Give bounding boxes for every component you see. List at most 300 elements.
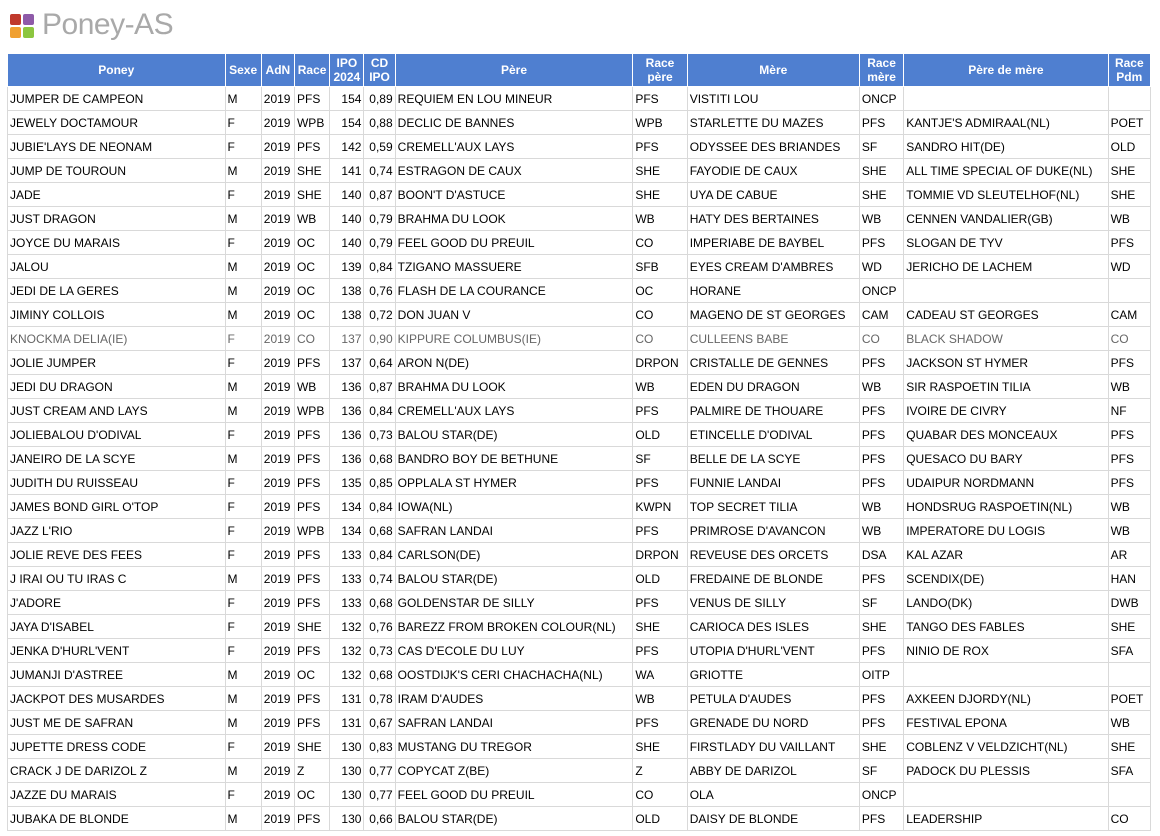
cell-race-pere: PFS [633, 711, 687, 735]
cell-race: SHE [294, 159, 329, 183]
results-table [7, 53, 1151, 831]
cell-sexe: F [225, 495, 261, 519]
cell-race-pere: SHE [633, 159, 687, 183]
cell-pere-de-mere: NINIO DE ROX [904, 639, 1108, 663]
cell-race-pdm: WD [1108, 255, 1150, 279]
cell-pere-de-mere: CENNEN VANDALIER(GB) [904, 207, 1108, 231]
cell-sexe: F [225, 471, 261, 495]
cell-race: SHE [294, 183, 329, 207]
cell-pere-de-mere: IVOIRE DE CIVRY [904, 399, 1108, 423]
cell-pere: BAREZZ FROM BROKEN COLOUR(NL) [395, 615, 633, 639]
cell-ipo-2024: 136 [330, 423, 364, 447]
cell-race-pdm: AR [1108, 543, 1150, 567]
cell-sexe: F [225, 783, 261, 807]
cell-ipo-2024: 130 [330, 735, 364, 759]
table-row[interactable] [8, 375, 1151, 399]
cell-pere: DECLIC DE BANNES [395, 111, 633, 135]
cell-cd-ipo: 0,78 [364, 687, 395, 711]
cell-race-mere: PFS [859, 423, 903, 447]
cell-sexe: M [225, 399, 261, 423]
cell-adn: 2019 [261, 687, 294, 711]
cell-race: PFS [294, 639, 329, 663]
cell-pere-de-mere: TANGO DES FABLES [904, 615, 1108, 639]
cell-sexe: F [225, 231, 261, 255]
cell-cd-ipo: 0,88 [364, 111, 395, 135]
table-row[interactable] [8, 447, 1151, 471]
cell-sexe: F [225, 183, 261, 207]
cell-cd-ipo: 0,89 [364, 87, 395, 111]
cell-cd-ipo: 0,68 [364, 519, 395, 543]
cell-poney[interactable]: JEDI DU DRAGON [8, 375, 226, 399]
table-row[interactable] [8, 231, 1151, 255]
cell-mere: FAYODIE DE CAUX [687, 159, 859, 183]
cell-poney[interactable]: JUMANJI D'ASTREE [8, 663, 226, 687]
cell-poney[interactable]: JANEIRO DE LA SCYE [8, 447, 226, 471]
cell-race: PFS [294, 135, 329, 159]
cell-ipo-2024: 136 [330, 399, 364, 423]
cell-race: SHE [294, 615, 329, 639]
col-header-ipo-2024[interactable]: IPO 2024 [330, 54, 364, 87]
cell-mere: FREDAINE DE BLONDE [687, 567, 859, 591]
table-header-row [8, 54, 1151, 87]
table-row[interactable] [8, 519, 1151, 543]
cell-sexe: F [225, 543, 261, 567]
cell-sexe: F [225, 351, 261, 375]
cell-poney[interactable]: JALOU [8, 255, 226, 279]
table-row[interactable] [8, 495, 1151, 519]
cell-race-pdm: DWB [1108, 591, 1150, 615]
cell-race: PFS [294, 471, 329, 495]
cell-race-pere: DRPON [633, 543, 687, 567]
cell-race-pere: DRPON [633, 351, 687, 375]
col-header-race-pere[interactable]: Race père [633, 54, 687, 87]
cell-pere-de-mere [904, 87, 1108, 111]
cell-race: WB [294, 375, 329, 399]
cell-race: PFS [294, 87, 329, 111]
cell-poney[interactable]: JAMES BOND GIRL O'TOP [8, 495, 226, 519]
cell-ipo-2024: 137 [330, 327, 364, 351]
cell-pere-de-mere: LEADERSHIP [904, 807, 1108, 831]
cell-poney[interactable]: JOLIEBALOU D'ODIVAL [8, 423, 226, 447]
cell-pere-de-mere: FESTIVAL EPONA [904, 711, 1108, 735]
cell-race-pere: SHE [633, 615, 687, 639]
table-row[interactable] [8, 207, 1151, 231]
cell-cd-ipo: 0,68 [364, 591, 395, 615]
col-header-poney[interactable]: Poney [8, 54, 226, 87]
cell-pere: SAFRAN LANDAI [395, 519, 633, 543]
cell-adn: 2019 [261, 135, 294, 159]
cell-cd-ipo: 0,84 [364, 495, 395, 519]
table-row[interactable] [8, 87, 1151, 111]
cell-cd-ipo: 0,77 [364, 759, 395, 783]
cell-ipo-2024: 133 [330, 543, 364, 567]
table-row[interactable] [8, 471, 1151, 495]
cell-poney[interactable]: JIMINY COLLOIS [8, 303, 226, 327]
cell-mere: FUNNIE LANDAI [687, 471, 859, 495]
cell-pere: TZIGANO MASSUERE [395, 255, 633, 279]
cell-race-pdm: PFS [1108, 351, 1150, 375]
cell-cd-ipo: 0,79 [364, 231, 395, 255]
cell-sexe: M [225, 87, 261, 111]
cell-ipo-2024: 132 [330, 639, 364, 663]
cell-ipo-2024: 130 [330, 783, 364, 807]
cell-race: PFS [294, 567, 329, 591]
cell-adn: 2019 [261, 783, 294, 807]
cell-ipo-2024: 132 [330, 663, 364, 687]
cell-race: WPB [294, 519, 329, 543]
cell-pere-de-mere [904, 783, 1108, 807]
cell-poney[interactable]: JUDITH DU RUISSEAU [8, 471, 226, 495]
cell-adn: 2019 [261, 447, 294, 471]
cell-race-pdm [1108, 783, 1150, 807]
table-row[interactable] [8, 615, 1151, 639]
cell-race-pere: WB [633, 375, 687, 399]
cell-poney[interactable]: JAZZE DU MARAIS [8, 783, 226, 807]
cell-race: OC [294, 231, 329, 255]
cell-poney[interactable]: JAYA D'ISABEL [8, 615, 226, 639]
cell-sexe: M [225, 567, 261, 591]
cell-adn: 2019 [261, 183, 294, 207]
table-row[interactable] [8, 807, 1151, 831]
table-body [8, 87, 1151, 831]
cell-poney[interactable]: JACKPOT DES MUSARDES [8, 687, 226, 711]
cell-race: PFS [294, 351, 329, 375]
cell-ipo-2024: 134 [330, 519, 364, 543]
cell-ipo-2024: 141 [330, 159, 364, 183]
col-header-pere[interactable]: Père [395, 54, 633, 87]
cell-race-pdm: CO [1108, 807, 1150, 831]
cell-adn: 2019 [261, 351, 294, 375]
cell-cd-ipo: 0,83 [364, 735, 395, 759]
col-header-race-pdm[interactable]: Race Pdm [1108, 54, 1150, 87]
cell-race-pere: WB [633, 687, 687, 711]
cell-race: OC [294, 255, 329, 279]
cell-race-mere: WB [859, 207, 903, 231]
brand-logo: Poney-AS [42, 8, 174, 41]
cell-sexe: F [225, 615, 261, 639]
cell-poney[interactable]: JUPETTE DRESS CODE [8, 735, 226, 759]
cell-sexe: M [225, 159, 261, 183]
cell-race-mere: SHE [859, 183, 903, 207]
cell-pere-de-mere [904, 663, 1108, 687]
cell-pere-de-mere: AXKEEN DJORDY(NL) [904, 687, 1108, 711]
table-row[interactable] [8, 687, 1151, 711]
cell-mere: CARIOCA DES ISLES [687, 615, 859, 639]
cell-pere: FEEL GOOD DU PREUIL [395, 231, 633, 255]
cell-pere: CAS D'ECOLE DU LUY [395, 639, 633, 663]
cell-mere: EYES CREAM D'AMBRES [687, 255, 859, 279]
col-header-sexe[interactable]: Sexe [225, 54, 261, 87]
cell-pere: COPYCAT Z(BE) [395, 759, 633, 783]
cell-ipo-2024: 138 [330, 279, 364, 303]
col-header-pere-de-mere[interactable]: Père de mère [904, 54, 1108, 87]
cell-race: WPB [294, 399, 329, 423]
cell-poney[interactable]: CRACK J DE DARIZOL Z [8, 759, 226, 783]
col-header-mere[interactable]: Mère [687, 54, 859, 87]
cell-race-pere: PFS [633, 519, 687, 543]
cell-poney[interactable]: JOLIE JUMPER [8, 351, 226, 375]
cell-race: WB [294, 207, 329, 231]
table-row[interactable] [8, 327, 1151, 351]
cell-poney[interactable]: JUST CREAM AND LAYS [8, 399, 226, 423]
cell-sexe: F [225, 591, 261, 615]
cell-sexe: F [225, 327, 261, 351]
cell-race-mere: SF [859, 591, 903, 615]
col-header-adn[interactable]: AdN [261, 54, 294, 87]
table-row[interactable] [8, 423, 1151, 447]
cell-adn: 2019 [261, 543, 294, 567]
table-row[interactable] [8, 543, 1151, 567]
cell-sexe: M [225, 303, 261, 327]
cell-pere: OOSTDIJK'S CERI CHACHACHA(NL) [395, 663, 633, 687]
cell-race-pdm: WB [1108, 375, 1150, 399]
cell-race: OC [294, 303, 329, 327]
cell-race-pere: PFS [633, 471, 687, 495]
cell-adn: 2019 [261, 471, 294, 495]
cell-pere-de-mere: LANDO(DK) [904, 591, 1108, 615]
table-row[interactable] [8, 567, 1151, 591]
cell-race-pdm: NF [1108, 399, 1150, 423]
cell-race-mere: ONCP [859, 783, 903, 807]
cell-cd-ipo: 0,73 [364, 639, 395, 663]
cell-cd-ipo: 0,84 [364, 255, 395, 279]
cell-race-pdm: CAM [1108, 303, 1150, 327]
cell-adn: 2019 [261, 423, 294, 447]
cell-race-pere: SF [633, 447, 687, 471]
cell-mere: ODYSSEE DES BRIANDES [687, 135, 859, 159]
cell-ipo-2024: 133 [330, 591, 364, 615]
cell-race-mere: PFS [859, 687, 903, 711]
cell-poney[interactable]: KNOCKMA DELIA(IE) [8, 327, 226, 351]
table-row[interactable] [8, 663, 1151, 687]
cell-poney[interactable]: JADE [8, 183, 226, 207]
cell-adn: 2019 [261, 375, 294, 399]
cell-cd-ipo: 0,76 [364, 615, 395, 639]
cell-sexe: F [225, 135, 261, 159]
cell-race-pere: WB [633, 207, 687, 231]
cell-pere: FLASH DE LA COURANCE [395, 279, 633, 303]
table-row[interactable] [8, 759, 1151, 783]
cell-cd-ipo: 0,74 [364, 567, 395, 591]
col-header-race-mere[interactable]: Race mère [859, 54, 903, 87]
cell-race-mere: WB [859, 495, 903, 519]
table-row[interactable] [8, 303, 1151, 327]
cell-ipo-2024: 130 [330, 807, 364, 831]
cell-race-mere: PFS [859, 471, 903, 495]
cell-pere: BANDRO BOY DE BETHUNE [395, 447, 633, 471]
cell-race-pdm: PFS [1108, 447, 1150, 471]
cell-race: SHE [294, 735, 329, 759]
cell-race-pdm: SHE [1108, 183, 1150, 207]
cell-mere: GRIOTTE [687, 663, 859, 687]
cell-pere-de-mere: IMPERATORE DU LOGIS [904, 519, 1108, 543]
cell-poney[interactable]: JUMP DE TOUROUN [8, 159, 226, 183]
cell-race-mere: SHE [859, 735, 903, 759]
cell-race: PFS [294, 591, 329, 615]
cell-mere: BELLE DE LA SCYE [687, 447, 859, 471]
cell-poney[interactable]: JUBAKA DE BLONDE [8, 807, 226, 831]
cell-adn: 2019 [261, 519, 294, 543]
cell-poney[interactable]: J'ADORE [8, 591, 226, 615]
cell-race-pdm: WB [1108, 519, 1150, 543]
cell-ipo-2024: 134 [330, 495, 364, 519]
cell-cd-ipo: 0,77 [364, 783, 395, 807]
cell-race-pere: CO [633, 303, 687, 327]
cell-pere: ESTRAGON DE CAUX [395, 159, 633, 183]
cell-pere: BRAHMA DU LOOK [395, 375, 633, 399]
cell-adn: 2019 [261, 639, 294, 663]
cell-sexe: M [225, 375, 261, 399]
table-row[interactable] [8, 735, 1151, 759]
cell-pere: DON JUAN V [395, 303, 633, 327]
cell-adn: 2019 [261, 255, 294, 279]
cell-race-mere: PFS [859, 639, 903, 663]
cell-ipo-2024: 136 [330, 447, 364, 471]
cell-poney[interactable]: JUST DRAGON [8, 207, 226, 231]
cell-race-pdm: SFA [1108, 639, 1150, 663]
cell-cd-ipo: 0,67 [364, 711, 395, 735]
col-header-race[interactable]: Race [294, 54, 329, 87]
cell-mere: ETINCELLE D'ODIVAL [687, 423, 859, 447]
cell-race-pdm: SFA [1108, 759, 1150, 783]
cell-race-mere: CAM [859, 303, 903, 327]
table-row[interactable] [8, 111, 1151, 135]
cell-race: PFS [294, 423, 329, 447]
cell-ipo-2024: 140 [330, 207, 364, 231]
cell-cd-ipo: 0,59 [364, 135, 395, 159]
cell-race-mere: ONCP [859, 279, 903, 303]
cell-race: CO [294, 327, 329, 351]
cell-mere: PETULA D'AUDES [687, 687, 859, 711]
cell-race-mere: PFS [859, 447, 903, 471]
table-row[interactable] [8, 639, 1151, 663]
cell-mere: CULLEENS BABE [687, 327, 859, 351]
table-row[interactable] [8, 279, 1151, 303]
cell-ipo-2024: 139 [330, 255, 364, 279]
cell-sexe: M [225, 207, 261, 231]
cell-sexe: M [225, 807, 261, 831]
cell-race-mere: SHE [859, 615, 903, 639]
cell-race-pere: Z [633, 759, 687, 783]
cell-adn: 2019 [261, 663, 294, 687]
cell-poney[interactable]: JOLIE REVE DES FEES [8, 543, 226, 567]
cell-race-mere: PFS [859, 399, 903, 423]
cell-poney[interactable]: JEWELY DOCTAMOUR [8, 111, 226, 135]
cell-race-mere: DSA [859, 543, 903, 567]
cell-ipo-2024: 138 [330, 303, 364, 327]
cell-race-mere: SF [859, 135, 903, 159]
cell-race-pere: OLD [633, 423, 687, 447]
table-row[interactable] [8, 159, 1151, 183]
table-row[interactable] [8, 783, 1151, 807]
cell-pere-de-mere: COBLENZ V VELDZICHT(NL) [904, 735, 1108, 759]
cell-adn: 2019 [261, 615, 294, 639]
cell-race-mere: PFS [859, 351, 903, 375]
cell-pere-de-mere: KANTJE'S ADMIRAAL(NL) [904, 111, 1108, 135]
cell-pere-de-mere: SLOGAN DE TYV [904, 231, 1108, 255]
cell-race: PFS [294, 543, 329, 567]
cell-mere: PALMIRE DE THOUARE [687, 399, 859, 423]
cell-race-mere: PFS [859, 807, 903, 831]
cell-mere: UTOPIA D'HURL'VENT [687, 639, 859, 663]
cell-adn: 2019 [261, 231, 294, 255]
cell-adn: 2019 [261, 111, 294, 135]
cell-race: OC [294, 279, 329, 303]
cell-cd-ipo: 0,84 [364, 399, 395, 423]
cell-poney[interactable]: JEDI DE LA GERES [8, 279, 226, 303]
cell-pere: OPPLALA ST HYMER [395, 471, 633, 495]
cell-race-pdm: SHE [1108, 615, 1150, 639]
cell-race: Z [294, 759, 329, 783]
cell-poney[interactable]: JUST ME DE SAFRAN [8, 711, 226, 735]
col-header-cd-ipo[interactable]: CD IPO [364, 54, 395, 87]
cell-pere: KIPPURE COLUMBUS(IE) [395, 327, 633, 351]
cell-sexe: M [225, 759, 261, 783]
cell-race-mere: ONCP [859, 87, 903, 111]
cell-ipo-2024: 154 [330, 87, 364, 111]
cell-cd-ipo: 0,79 [364, 207, 395, 231]
cell-adn: 2019 [261, 327, 294, 351]
cell-race-pere: SHE [633, 183, 687, 207]
cell-ipo-2024: 131 [330, 687, 364, 711]
cell-race: PFS [294, 495, 329, 519]
cell-sexe: M [225, 687, 261, 711]
cell-race-pere: KWPN [633, 495, 687, 519]
cell-race-mere: PFS [859, 111, 903, 135]
cell-poney[interactable]: JUMPER DE CAMPEON [8, 87, 226, 111]
cell-race: PFS [294, 687, 329, 711]
cell-sexe: F [225, 111, 261, 135]
cell-pere: BALOU STAR(DE) [395, 423, 633, 447]
cell-poney[interactable]: JOYCE DU MARAIS [8, 231, 226, 255]
cell-sexe: M [225, 279, 261, 303]
cell-race-pdm: WB [1108, 711, 1150, 735]
cell-poney[interactable]: JUBIE'LAYS DE NEONAM [8, 135, 226, 159]
table-row[interactable] [8, 135, 1151, 159]
cell-race-pere: OC [633, 279, 687, 303]
table-row[interactable] [8, 591, 1151, 615]
cell-sexe: M [225, 255, 261, 279]
cell-race-pdm: SHE [1108, 735, 1150, 759]
cell-poney[interactable]: JENKA D'HURL'VENT [8, 639, 226, 663]
cell-pere-de-mere: TOMMIE VD SLEUTELHOF(NL) [904, 183, 1108, 207]
cell-adn: 2019 [261, 207, 294, 231]
table-row[interactable] [8, 183, 1151, 207]
cell-ipo-2024: 132 [330, 615, 364, 639]
cell-pere-de-mere: BLACK SHADOW [904, 327, 1108, 351]
cell-poney[interactable]: J IRAI OU TU IRAS C [8, 567, 226, 591]
cell-race-pere: PFS [633, 87, 687, 111]
table-row[interactable] [8, 255, 1151, 279]
cell-race-pere: WA [633, 663, 687, 687]
cell-adn: 2019 [261, 495, 294, 519]
cell-poney[interactable]: JAZZ L'RIO [8, 519, 226, 543]
cell-race-pdm [1108, 87, 1150, 111]
cell-adn: 2019 [261, 399, 294, 423]
cell-pere: CREMELL'AUX LAYS [395, 399, 633, 423]
logo-icon [10, 14, 34, 38]
cell-pere-de-mere: QUESACO DU BARY [904, 447, 1108, 471]
table-row[interactable] [8, 711, 1151, 735]
cell-adn: 2019 [261, 567, 294, 591]
cell-mere: HATY DES BERTAINES [687, 207, 859, 231]
table-row[interactable] [8, 351, 1151, 375]
cell-mere: ABBY DE DARIZOL [687, 759, 859, 783]
table-row[interactable] [8, 399, 1151, 423]
cell-cd-ipo: 0,68 [364, 663, 395, 687]
cell-race-pere: PFS [633, 135, 687, 159]
cell-adn: 2019 [261, 159, 294, 183]
